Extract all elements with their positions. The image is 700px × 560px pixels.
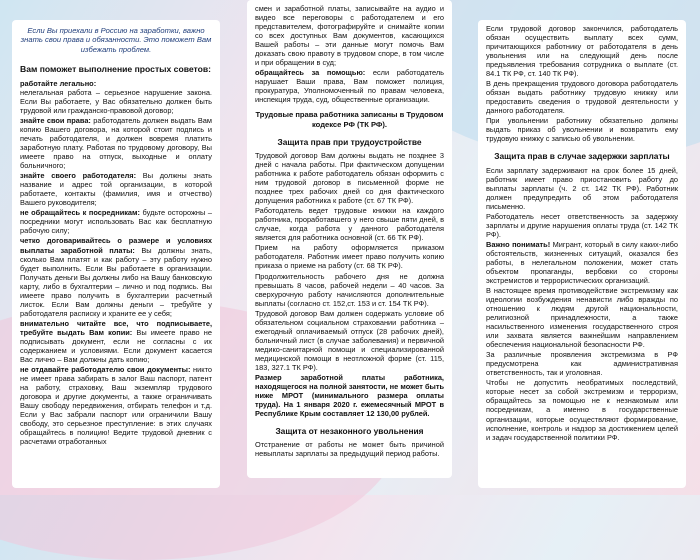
- paragraph: Важно понимать! Мигрант, который в силу каких-либо обстоятельств, жизненных ситуаций, оказался без работы, в нелегальном положении, может стать объектом пропаганды, вербовки со стороны экстремистов и террористических организаций.: [486, 239, 678, 286]
- paragraph: Трудовой договор Вам должен содержать условие об обязательном социальном страховании работника – ежегодный оплачиваемый отпуск (28 рабочих дней), больничный лист (в случае заболевания) и первичной медико-санитарной помощи и специализированной медицинской помощи в неотложной форме (ст. 115, 183, 327.1 ТК РФ).: [255, 308, 444, 372]
- paragraph: смен и заработной платы, записывайте на аудио и видео все переговоры с работодателем и его представителем, фотографируйте и снимайте копии со всех доступных Вам документов, касающихся Вашей работы – эти данные могут помочь Вам доказать свою правоту в трудовом споре, в том числе и при обращении в суд;: [255, 4, 444, 68]
- paragraph: Чтобы не допустить необратимых последствий, которые несет за собой экстремизм и терроризм, обращайтесь за помощью не к незнакомым или посредникам, а именно в государственные организации, которые осуществляют формирование, исполнение, контроль и надзор за достижением целей и задач государственной политики РФ.: [486, 378, 678, 442]
- advice-item: четко договаривайтесь о размере и условиях выплаты заработной платы: Вы должны знать, сколько Вам платят и как работу – эту работу нужно будет выполнить. Если Вы работаете в организации. Получать деньги Вы должны либо на Вашу банковскую карту, либо в бухгалтерии – лично и под подпись. Вы имеете право получить в бухгалтерии расчетный листок. Если Вам должны деньги – требуйте у работодателя расписку и храните ее у себя;: [20, 236, 212, 318]
- paragraph: При увольнении работнику обязательно должны выдать приказ об увольнении и возвратить ему трудовую книжку с записью об увольнении.: [486, 116, 678, 144]
- paragraph: В день прекращения трудового договора работодатель обязан выдать работнику трудовую книжку или предоставить сведения о трудовой деятельности у данного работодателя.: [486, 79, 678, 116]
- paragraph: Прием на работу оформляется приказом работодателя. Работник имеет право получить копию приказа о приеме на работу (ст. 68 ТК РФ).: [255, 243, 444, 271]
- advice-item: знайте своего работодателя: Вы должны знать название и адрес той организации, в которой работаете, контакты (фамилия, имя и отчество) Вашего руководителя;: [20, 171, 213, 208]
- paragraph: Работодатель ведет трудовые книжки на каждого работника, проработавшего у него свыше пяти дней, в случае, когда работа у данного работодателя является для работника основной (ст. 66 ТК РФ).: [255, 206, 444, 243]
- paragraph: Если зарплату задерживают на срок более 15 дней, работник имеет право приостановить работу до выплаты зарплаты (ч. 2 ст. 142 ТК РФ). Работник должен предупредить об этом работодателя письменно.: [486, 165, 678, 211]
- paragraph: обращайтесь за помощью: если работодатель нарушает Ваши права, Вам поможет полиция, прокуратура, Уполномоченный по правам человека, инспекция труда, суд, общественные организации.: [255, 68, 444, 105]
- advice-heading: Вам поможет выполнение простых советов:: [20, 64, 212, 75]
- advice-item: не обращайтесь к посредникам: будьте осторожны – посредники могут использовать Вас как бесплатную рабочую силу;: [20, 208, 212, 236]
- column-2: [247, 0, 452, 478]
- section-heading: Защита от незаконного увольнения: [275, 426, 424, 436]
- paragraph: Работодатель несет ответственность за задержку зарплаты и другие нарушения оплаты труда (ст. 142 ТК РФ).: [486, 211, 678, 239]
- advice-item: работайте легально: нелегальная работа – серьезное нарушение закона. Если Вы работаете, у Вас обязательно должен быть трудовой или гражданско-правовой договор;: [20, 78, 212, 116]
- section-heading: Защита прав при трудоустройстве: [277, 136, 422, 147]
- section-heading: Трудовые права работника записаны в Трудовом кодексе РФ (ТК РФ).: [255, 110, 444, 129]
- paragraph: Отстранение от работы не может быть причиной невыплаты зарплаты за предыдущий период работы.: [255, 440, 444, 459]
- advice-item: знайте свои права: работодатель должен выдать Вам копию Вашего договора, на которой стоит подпись и печать работодателя, и должен вовремя платить заработную плату. Работая по трудовому договору, Вы имеете право на отпуск, выходные и оплату больничного;: [20, 116, 212, 171]
- advice-item: не отдавайте работодателю свои документы: никто не имеет права забирать в залог Ваш паспорт, патент на работу, страховку, Ваш экземпляр трудового договора и другие документы, а также ограничивать Вашу свободу передвижения, отбирать телефон и т.д. Если у Вас забрали паспорт или ограничили Вашу свободу, это серьезное преступление: в этих случаях обращайтесь в полицию! Ведите трудовой дневник с расчетами отработанных: [20, 364, 212, 447]
- paragraph: За различные проявления экстремизма в РФ предусмотрена как административная ответственность, так и уголовная.: [486, 350, 678, 378]
- paragraph: Если трудовой договор закончился, работодатель обязан осуществить выплату всех сумм, причитающихся работнику от работодателя в день увольнения или на следующий день после предъявления требования сотрудника о выплате (ст. 84.1 ТК РФ, ст. 140 ТК РФ).: [486, 24, 678, 79]
- paragraph: В настоящее время противодействие экстремизму как идеологии возбуждения ненависти либо вражды по отношению к людям другой национальности, религиозной принадлежности, а также насильственного изменения государственного строя или захвата является важнейшим направлением обеспечения национальной безопасности РФ.: [486, 286, 678, 350]
- paragraph: Размер заработной платы работника, находящегося на полной занятости, не может быть ниже МРОТ (минимального размера оплаты труда). На 1 января 2020 г. ежемесячный МРОТ в Республике Крым составляет 12 130,00 рублей.: [255, 372, 444, 418]
- paragraph: Трудовой договор Вам должны выдать не позднее 3 дней с начала работы. При фактическом допущении работника к работе работодатель обязан оформить с ним трудовой договор в письменной форме не позднее трех рабочих дней со дня фактического допущения работника к работе (ст. 67 ТК РФ).: [255, 151, 444, 206]
- intro-text: Если Вы приехали в Россию на заработки, важно знать свои права и обязанности. Это поможет Вам избежать проблем.: [20, 26, 212, 54]
- advice-item: внимательно читайте все, что подписываете, требуйте выдать Вам копии: Вы имеете право не подписывать документ, если не согласны с их содержанием и условиями. Если документ касается Вас лично – Вам должны дать копию;: [20, 318, 212, 364]
- paragraph: Продолжительность рабочего дня не должна превышать 8 часов, рабочей недели – 40 часов. За сверхурочную работу начисляются дополнительные выплаты (согласно ст. 152,ст. 153 и ст. 154 ТК РФ).: [255, 271, 444, 308]
- section-heading: Защита прав в случае задержки зарплаты: [494, 151, 670, 162]
- column-1: [12, 20, 220, 488]
- column-3: [478, 20, 686, 488]
